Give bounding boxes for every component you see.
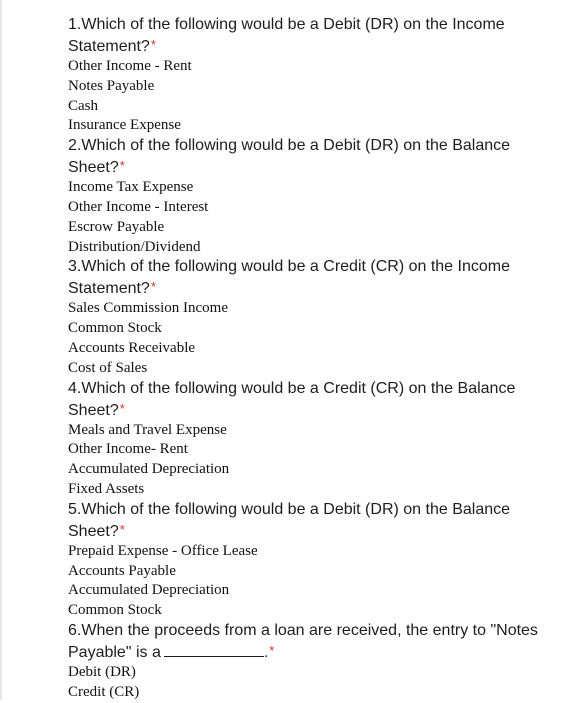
quiz-form [68, 15, 538, 703]
question-6-options [68, 663, 538, 703]
option-common-stock[interactable]: Common Stock [68, 602, 162, 619]
option-sales-commission-income[interactable]: Sales Commission Income [68, 300, 228, 317]
question-2-label: 2.Which of the following would be a Debit (DR) on the Balance Sheet? [68, 137, 511, 177]
question-5 [68, 500, 538, 621]
option-fixed-assets[interactable]: Fixed Assets [68, 480, 145, 497]
option-cost-of-sales[interactable]: Cost of Sales [68, 359, 148, 376]
answer-blank [164, 642, 264, 657]
question-1 [68, 15, 538, 136]
option-cash[interactable]: Cash [68, 97, 98, 114]
question-2-text [68, 136, 538, 178]
required-marker: * [150, 279, 156, 295]
option-debit-dr[interactable]: Debit (DR) [68, 663, 136, 680]
option-other-income-rent[interactable]: Other Income- Rent [68, 441, 188, 458]
option-meals-and-travel-expense[interactable]: Meals and Travel Expense [68, 421, 227, 438]
option-income-tax-expense[interactable]: Income Tax Expense [68, 179, 194, 196]
question-4-options [68, 421, 538, 500]
required-marker: * [150, 37, 156, 52]
page-left-border [0, 0, 2, 700]
question-5-options [68, 542, 538, 621]
option-prepaid-expense-office-lease[interactable]: Prepaid Expense - Office Lease [68, 542, 258, 559]
question-3-options [68, 299, 538, 378]
question-4-label: 4.Which of the following would be a Credit (CR) on the Balance Sheet? [68, 379, 516, 419]
question-2 [68, 136, 538, 257]
required-marker: * [119, 400, 125, 416]
question-1-options [68, 57, 538, 136]
option-accounts-receivable[interactable]: Accounts Receivable [68, 339, 196, 356]
question-1-text [68, 15, 538, 57]
required-marker: * [119, 521, 125, 537]
option-credit-cr[interactable]: Credit (CR) [68, 683, 140, 700]
option-accounts-payable[interactable]: Accounts Payable [68, 562, 176, 579]
option-insurance-expense[interactable]: Insurance Expense [68, 117, 181, 134]
option-common-stock[interactable]: Common Stock [68, 320, 162, 337]
question-5-text [68, 500, 538, 542]
option-notes-payable[interactable]: Notes Payable [68, 77, 155, 94]
question-6-text [68, 621, 538, 663]
option-accumulated-depreciation[interactable]: Accumulated Depreciation [68, 461, 230, 478]
option-accumulated-depreciation[interactable]: Accumulated Depreciation [68, 582, 230, 599]
option-distribution-dividend[interactable]: Distribution/Dividend [68, 238, 201, 255]
question-6-period: . [263, 643, 269, 661]
required-marker: * [119, 158, 125, 174]
question-1-label: 1.Which of the following would be a Debit (DR) on the Income Statement? [68, 16, 505, 55]
required-marker: * [269, 642, 275, 658]
question-3-label: 3.Which of the following would be a Credit (CR) on the Income Statement? [68, 258, 510, 298]
question-2-options [68, 178, 538, 257]
question-3 [68, 257, 538, 378]
question-6-label: 6.When the proceeds from a loan are received, the entry to "Notes Payable" is a [68, 621, 538, 661]
option-escrow-payable[interactable]: Escrow Payable [68, 218, 165, 235]
question-4-text [68, 379, 538, 421]
question-6 [68, 621, 538, 703]
question-3-text [68, 257, 538, 299]
option-other-income-interest[interactable]: Other Income - Interest [68, 198, 209, 215]
question-5-label: 5.Which of the following would be a Debit (DR) on the Balance Sheet? [68, 500, 511, 540]
option-other-income-rent[interactable]: Other Income - Rent [68, 58, 192, 74]
question-4 [68, 379, 538, 500]
